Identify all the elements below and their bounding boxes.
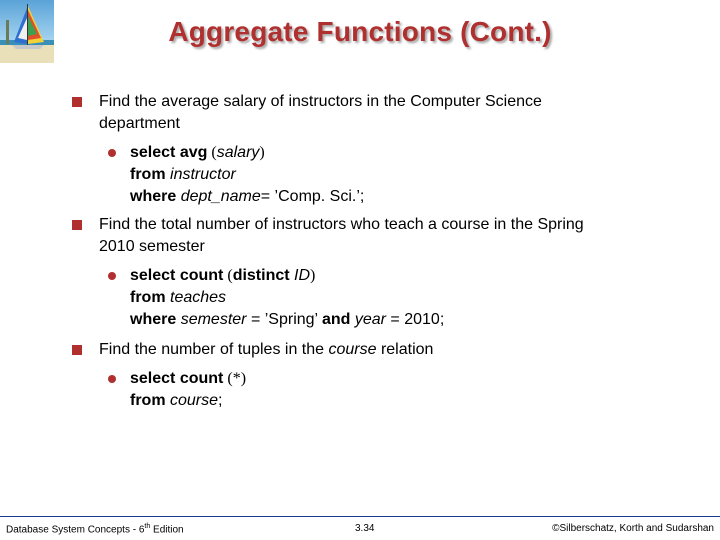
sql-identifier: teaches bbox=[165, 289, 227, 306]
square-bullet-icon bbox=[72, 345, 82, 355]
sql-keyword: select count bbox=[130, 267, 224, 284]
sql-identifier: year bbox=[350, 311, 386, 328]
sql-line bbox=[130, 368, 246, 390]
footer-page-number: 3.34 bbox=[355, 523, 375, 534]
sql-line bbox=[130, 287, 444, 309]
round-bullet-icon bbox=[108, 375, 116, 383]
square-bullet-icon bbox=[72, 97, 82, 107]
sql-text: = 2010; bbox=[385, 311, 445, 328]
round-bullet-icon bbox=[108, 149, 116, 157]
sql-punct: ) bbox=[310, 267, 316, 284]
square-bullet-icon bbox=[72, 220, 82, 230]
sql-keyword: and bbox=[321, 311, 351, 328]
sql-line bbox=[130, 186, 364, 208]
sql-keyword: select avg bbox=[130, 144, 208, 161]
sql-text: = ’Spring’ bbox=[246, 311, 322, 328]
sql-identifier: semester bbox=[176, 311, 247, 328]
sql-keyword: where bbox=[130, 188, 177, 205]
sql-line bbox=[130, 164, 364, 186]
sql-keyword: select count bbox=[130, 370, 224, 387]
bullet-text-line bbox=[99, 339, 433, 361]
sql-line bbox=[130, 142, 364, 164]
bullet-text: relation bbox=[376, 341, 434, 358]
slide-title: Aggregate Functions (Cont.) bbox=[168, 16, 552, 47]
sql-text: ; bbox=[218, 392, 223, 409]
sql-text: = ’Comp. Sci.’; bbox=[260, 188, 365, 205]
round-bullet-icon bbox=[108, 272, 116, 280]
sql-keyword: from bbox=[130, 166, 166, 183]
bullet-text-line: 2010 semester bbox=[99, 238, 205, 255]
sql-keyword: where bbox=[130, 311, 177, 328]
sql-identifier: salary bbox=[216, 144, 260, 161]
bullet-text: Find the number of tuples in the bbox=[99, 341, 329, 358]
sql-punct: (*) bbox=[223, 370, 247, 387]
footer-copyright: ©Silberschatz, Korth and Sudarshan bbox=[552, 523, 714, 534]
sql-punct: ) bbox=[259, 144, 265, 161]
bullet-text-line: Find the average salary of instructors in the Computer Science bbox=[99, 93, 542, 110]
footer-divider bbox=[0, 516, 720, 517]
sql-keyword: from bbox=[130, 392, 166, 409]
sql-keyword: from bbox=[130, 289, 166, 306]
title-area bbox=[0, 16, 720, 48]
sql-identifier: course bbox=[165, 392, 219, 409]
sql-punct: ( bbox=[207, 144, 217, 161]
footer-superscript: th bbox=[144, 523, 151, 530]
bullet-text-line: Find the total number of instructors who teach a course in the Spring bbox=[99, 216, 584, 233]
sql-identifier: instructor bbox=[165, 166, 236, 183]
bullet-text-line: department bbox=[99, 115, 180, 132]
footer-book-title bbox=[6, 523, 184, 535]
sql-identifier: dept_name bbox=[176, 188, 261, 205]
sql-keyword: distinct bbox=[232, 267, 290, 284]
sql-line bbox=[130, 309, 444, 331]
footer-text: Edition bbox=[150, 524, 184, 536]
footer-text: Database System Concepts - 6 bbox=[6, 524, 145, 536]
sql-line bbox=[130, 265, 444, 287]
sql-line bbox=[130, 390, 246, 412]
sql-identifier: ID bbox=[289, 267, 311, 284]
bullet-text-italic: course bbox=[328, 341, 377, 358]
sql-punct: ( bbox=[223, 267, 233, 284]
